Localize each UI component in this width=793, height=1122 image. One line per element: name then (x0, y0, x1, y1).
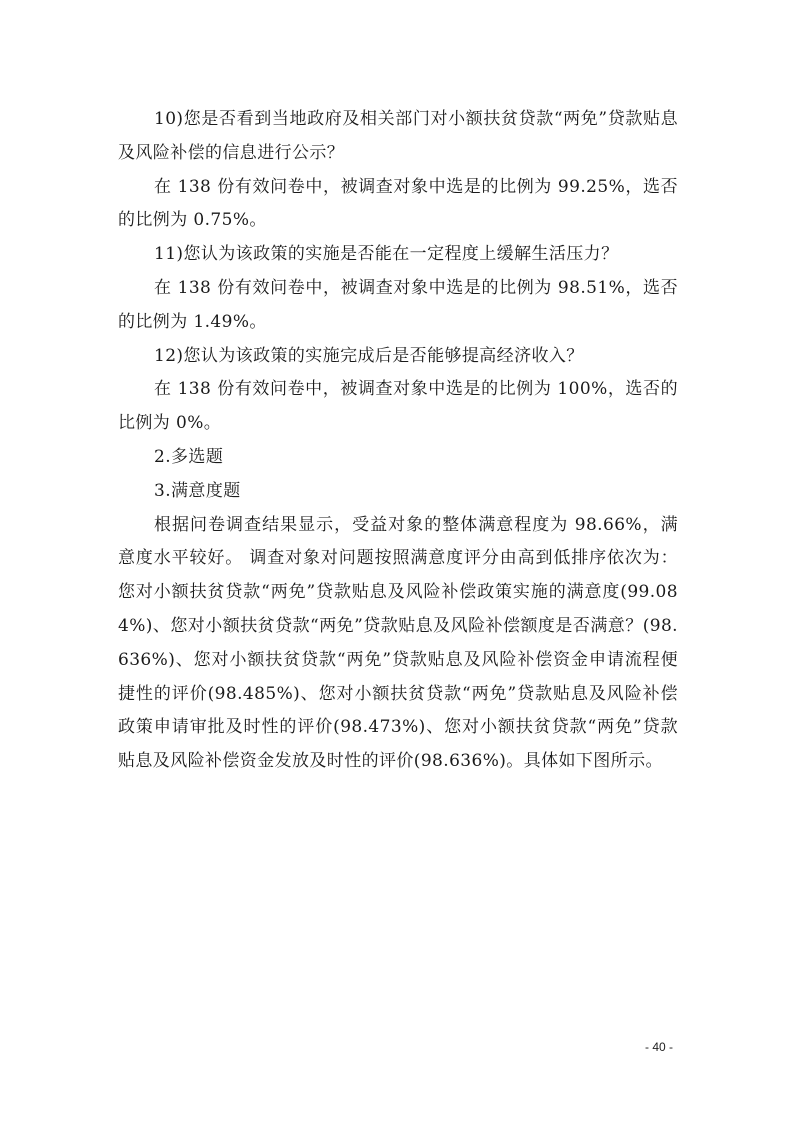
question-12-result-paragraph: 在 138 份有效问卷中，被调查对象中选是的比例为 100%，选否的比例为 0%。 (118, 379, 678, 434)
document-body (118, 103, 678, 779)
question-10-paragraph: 10)您是否看到当地政府及相关部门对小额扶贫贷款“两免”贷款贴息及风险补偿的信息进行公示？ (118, 109, 678, 163)
satisfaction-summary-paragraph: 根据问卷调查结果显示，受益对象的整体满意程度为 98.66%，满意度水平较好。 调查对象对问题按照满意度评分由高到低排序依次为：您对小额扶贫贷款“两免”贷款贴息及风险补偿政策实施的满意度(99.084%)、您对小额扶贫贷款“两免”贷款贴息及风险补偿额度是否满意？(98.636%)、您对小额扶贫贷款“两免”贷款贴息及风险补偿资金申请流程便捷性的评价(98.485%)、您对小额扶贫贷款“两免”贷款贴息及风险补偿政策申请审批及时性的评价(98.473%)、您对小额扶贫贷款“两免”贷款贴息及风险补偿资金发放及时性的评价(98.636%)。具体如下图所示。 (118, 514, 678, 772)
question-12-paragraph: 12)您认为该政策的实施完成后是否能够提高经济收入？ (154, 345, 584, 366)
section-heading-multiple-choice: 2.多选题 (154, 446, 224, 467)
section-heading-satisfaction: 3.满意度题 (154, 480, 241, 501)
question-11-result-paragraph: 在 138 份有效问卷中，被调查对象中选是的比例为 98.51%，选否的比例为 1.49%。 (118, 277, 678, 332)
question-10-result-paragraph: 在 138 份有效问卷中，被调查对象中选是的比例为 99.25%，选否的比例为 0.75%。 (118, 176, 678, 231)
question-11-paragraph: 11)您认为该政策的实施是否能在一定程度上缓解生活压力？ (154, 244, 619, 265)
page-number: - 40 - (645, 1040, 674, 1054)
